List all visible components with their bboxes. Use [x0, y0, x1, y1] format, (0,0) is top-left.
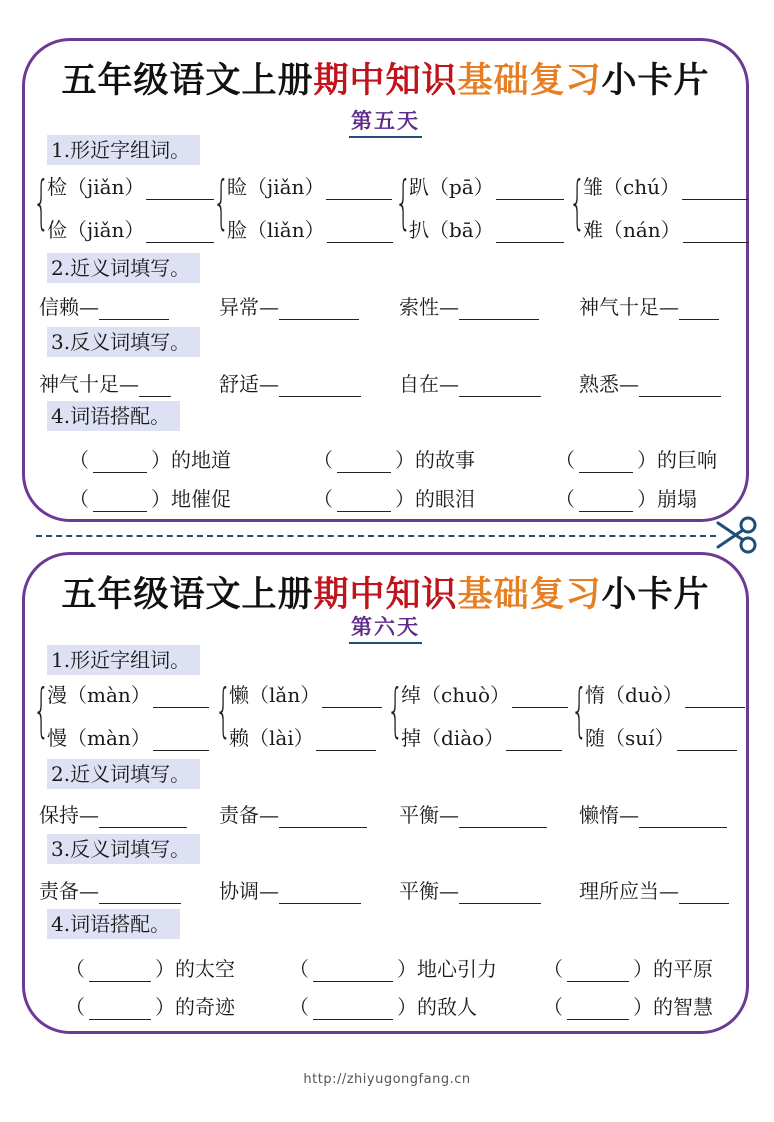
word-label: 自在—	[399, 372, 459, 396]
word-label: 理所应当—	[579, 879, 679, 903]
char-label: 惰（duò）	[585, 683, 683, 707]
synonym-item	[39, 799, 187, 828]
blank-line[interactable]	[89, 1001, 151, 1020]
char-word	[229, 722, 376, 751]
char-word	[583, 214, 749, 243]
brace-icon: {	[33, 676, 50, 744]
antonym-item	[219, 875, 361, 904]
blank-line[interactable]	[279, 378, 361, 397]
char-pair	[571, 677, 743, 749]
blank-line[interactable]	[139, 378, 171, 397]
brace-icon: {	[571, 676, 588, 744]
title-part-midterm: 期中知识	[313, 61, 458, 101]
blank-line[interactable]	[279, 885, 361, 904]
synonym-item	[399, 799, 547, 828]
word-label: 熟悉—	[579, 372, 639, 396]
word-label: 懒惰—	[579, 803, 639, 827]
card-title	[25, 53, 746, 103]
match-item	[289, 953, 497, 982]
match-word: ）地催促	[151, 487, 231, 511]
antonym-item	[579, 368, 721, 397]
section-antonyms: 3.反义词填写。	[47, 327, 200, 357]
match-item	[65, 953, 235, 982]
match-word: ）地心引力	[397, 957, 497, 981]
section-antonyms: 3.反义词填写。	[47, 834, 200, 864]
word-label: 责备—	[39, 879, 99, 903]
title-part-card: 小卡片	[601, 61, 710, 101]
synonym-item	[219, 291, 359, 320]
char-label: 赖（lài）	[229, 726, 314, 750]
blank-line[interactable]	[279, 809, 367, 828]
review-card-day5	[22, 38, 749, 522]
word-label: 索性—	[399, 295, 459, 319]
char-label: 睑（jiǎn）	[227, 175, 325, 199]
blank-line[interactable]	[679, 885, 729, 904]
match-item	[313, 444, 475, 473]
char-pair	[395, 169, 567, 241]
blank-line[interactable]	[326, 181, 392, 200]
blank-line[interactable]	[337, 454, 391, 473]
word-label: 信赖—	[39, 295, 99, 319]
match-item	[543, 991, 713, 1020]
paren-open: （	[555, 487, 575, 511]
word-label: 平衡—	[399, 879, 459, 903]
char-word	[47, 722, 209, 751]
footer-url[interactable]: http://zhiyugongfang.cn	[303, 1072, 471, 1087]
match-word: ）的故事	[395, 448, 475, 472]
brace-icon: {	[395, 168, 412, 236]
antonym-item	[39, 368, 171, 397]
match-item	[555, 483, 697, 512]
paren-open: （	[289, 995, 309, 1019]
blank-line[interactable]	[567, 963, 629, 982]
char-label: 慢（màn）	[47, 726, 151, 750]
blank-line[interactable]	[279, 301, 359, 320]
brace-icon: {	[33, 168, 50, 236]
title-part-grade: 五年级语文上册	[61, 575, 314, 615]
paren-open: （	[69, 487, 89, 511]
brace-icon: {	[215, 676, 232, 744]
brace-icon: {	[387, 676, 404, 744]
blank-line[interactable]	[639, 378, 721, 397]
brace-icon: {	[213, 168, 230, 236]
match-word: ）的地道	[151, 448, 231, 472]
char-word	[47, 171, 214, 200]
char-word	[401, 722, 562, 751]
section-matching: 4.词语搭配。	[47, 909, 180, 939]
char-label: 检（jiǎn）	[47, 175, 145, 199]
char-word	[47, 679, 209, 708]
day-label	[25, 105, 746, 138]
match-item	[313, 483, 475, 512]
char-label: 漫（màn）	[47, 683, 151, 707]
day-text: 第五天	[349, 105, 422, 138]
blank-line[interactable]	[679, 301, 719, 320]
cut-line	[36, 535, 716, 537]
synonym-item	[219, 799, 367, 828]
review-card-day6	[22, 552, 749, 1034]
char-label: 雏（chú）	[583, 175, 680, 199]
char-pair	[213, 169, 385, 241]
blank-line[interactable]	[682, 181, 748, 200]
char-pair	[387, 677, 559, 749]
word-label: 舒适—	[219, 372, 279, 396]
char-label: 俭（jiǎn）	[47, 218, 145, 242]
card-title	[25, 567, 746, 617]
word-label: 神气十足—	[579, 295, 679, 319]
blank-line[interactable]	[683, 224, 749, 243]
char-word	[229, 679, 382, 708]
blank-line[interactable]	[459, 809, 547, 828]
blank-line[interactable]	[93, 454, 147, 473]
blank-line[interactable]	[512, 689, 568, 708]
char-label: 绰（chuò）	[401, 683, 511, 707]
word-label: 异常—	[219, 295, 279, 319]
blank-line[interactable]	[459, 885, 541, 904]
blank-line[interactable]	[153, 689, 209, 708]
title-part-card: 小卡片	[601, 575, 710, 615]
section-matching: 4.词语搭配。	[47, 401, 180, 431]
section-similar-chars: 1.形近字组词。	[47, 135, 200, 165]
word-label: 协调—	[219, 879, 279, 903]
char-pair	[33, 677, 205, 749]
blank-line[interactable]	[146, 224, 214, 243]
scissors-icon	[714, 513, 762, 557]
blank-line[interactable]	[459, 378, 541, 397]
antonym-item	[399, 875, 541, 904]
blank-line[interactable]	[685, 689, 745, 708]
blank-line[interactable]	[89, 963, 151, 982]
blank-line[interactable]	[316, 732, 376, 751]
match-item	[543, 953, 713, 982]
word-label: 神气十足—	[39, 372, 139, 396]
synonym-item	[399, 291, 539, 320]
word-label: 平衡—	[399, 803, 459, 827]
day-label	[25, 611, 746, 644]
blank-line[interactable]	[677, 732, 737, 751]
blank-line[interactable]	[313, 1001, 393, 1020]
blank-line[interactable]	[567, 1001, 629, 1020]
blank-line[interactable]	[99, 301, 169, 320]
paren-open: （	[543, 995, 563, 1019]
match-item	[289, 991, 477, 1020]
char-word	[585, 679, 745, 708]
blank-line[interactable]	[327, 224, 393, 243]
blank-line[interactable]	[146, 181, 214, 200]
char-word	[409, 171, 564, 200]
paren-open: （	[65, 995, 85, 1019]
match-item	[69, 483, 231, 512]
paren-open: （	[543, 957, 563, 981]
char-word	[409, 214, 564, 243]
char-word	[227, 171, 392, 200]
char-pair	[215, 677, 387, 749]
char-label: 趴（pā）	[409, 175, 494, 199]
char-pair	[569, 169, 741, 241]
blank-line[interactable]	[496, 224, 564, 243]
antonym-item	[219, 368, 361, 397]
section-synonyms: 2.近义词填写。	[47, 759, 200, 789]
antonym-item	[39, 875, 181, 904]
char-label: 难（nán）	[583, 218, 681, 242]
match-item	[65, 991, 235, 1020]
match-word: ）的太空	[155, 957, 235, 981]
blank-line[interactable]	[639, 809, 727, 828]
paren-open: （	[69, 448, 89, 472]
section-synonyms: 2.近义词填写。	[47, 253, 200, 283]
match-word: ）的巨响	[637, 448, 717, 472]
char-label: 扒（bā）	[409, 218, 494, 242]
match-item	[69, 444, 231, 473]
title-part-review: 基础复习	[457, 61, 602, 101]
title-part-grade: 五年级语文上册	[61, 61, 314, 101]
match-word: ）的敌人	[397, 995, 477, 1019]
blank-line[interactable]	[337, 493, 391, 512]
blank-line[interactable]	[322, 689, 382, 708]
char-pair	[33, 169, 205, 241]
char-label: 掉（diào）	[401, 726, 505, 750]
blank-line[interactable]	[93, 493, 147, 512]
char-word	[227, 214, 393, 243]
blank-line[interactable]	[313, 963, 393, 982]
blank-line[interactable]	[99, 809, 187, 828]
paren-open: （	[65, 957, 85, 981]
blank-line[interactable]	[579, 493, 633, 512]
paren-open: （	[289, 957, 309, 981]
blank-line[interactable]	[153, 732, 209, 751]
char-word	[401, 679, 568, 708]
blank-line[interactable]	[99, 885, 181, 904]
blank-line[interactable]	[579, 454, 633, 473]
word-label: 责备—	[219, 803, 279, 827]
title-part-midterm: 期中知识	[313, 575, 458, 615]
char-label: 随（suí）	[585, 726, 675, 750]
title-part-review: 基础复习	[457, 575, 602, 615]
match-word: ）的智慧	[633, 995, 713, 1019]
antonym-item	[399, 368, 541, 397]
paren-open: （	[313, 487, 333, 511]
paren-open: （	[313, 448, 333, 472]
match-item	[555, 444, 717, 473]
char-label: 脸（liǎn）	[227, 218, 325, 242]
synonym-item	[579, 291, 719, 320]
char-word	[585, 722, 737, 751]
brace-icon: {	[569, 168, 586, 236]
char-label: 懒（lǎn）	[229, 683, 321, 707]
day-text: 第六天	[349, 611, 422, 644]
match-word: ）崩塌	[637, 487, 697, 511]
blank-line[interactable]	[506, 732, 562, 751]
synonym-item	[579, 799, 727, 828]
paren-open: （	[555, 448, 575, 472]
blank-line[interactable]	[496, 181, 564, 200]
char-word	[583, 171, 748, 200]
blank-line[interactable]	[459, 301, 539, 320]
section-similar-chars: 1.形近字组词。	[47, 645, 200, 675]
char-word	[47, 214, 214, 243]
match-word: ）的眼泪	[395, 487, 475, 511]
word-label: 保持—	[39, 803, 99, 827]
antonym-item	[579, 875, 729, 904]
match-word: ）的平原	[633, 957, 713, 981]
synonym-item	[39, 291, 169, 320]
match-word: ）的奇迹	[155, 995, 235, 1019]
